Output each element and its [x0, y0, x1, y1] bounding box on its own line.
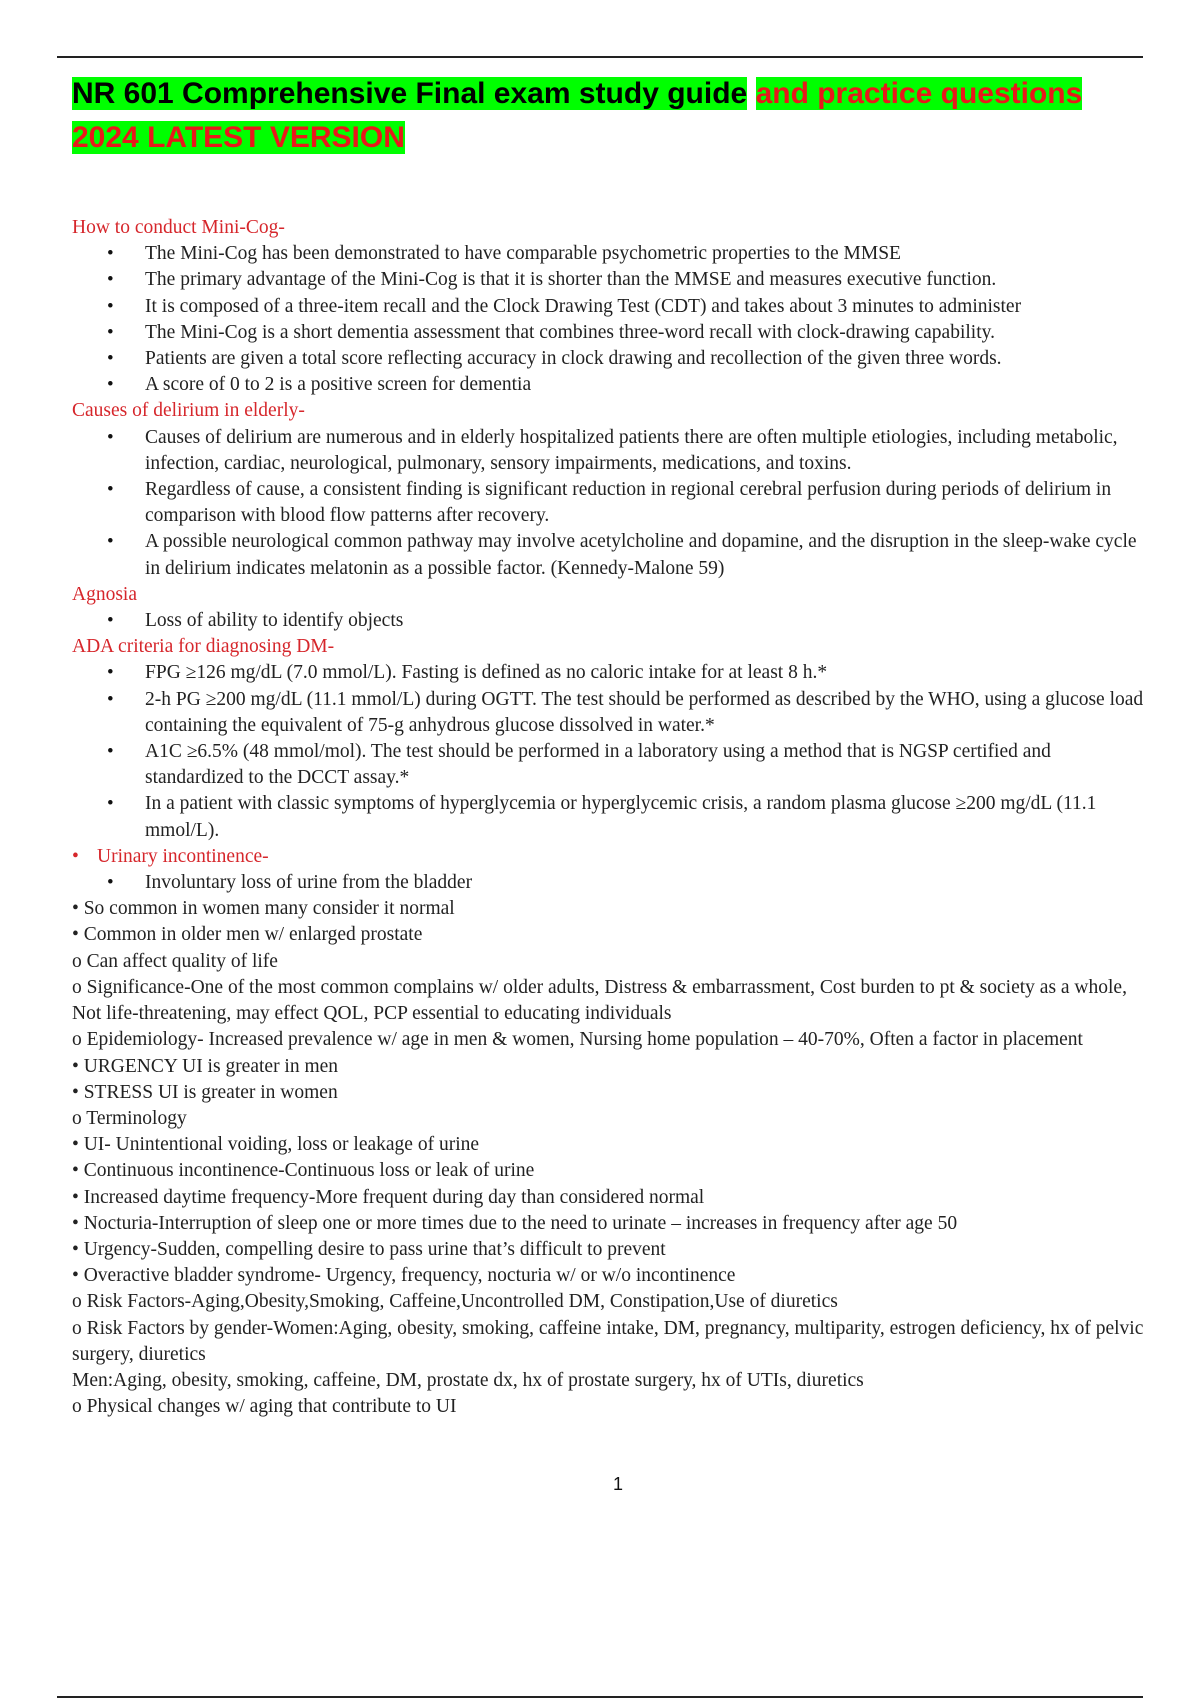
text-line: o Physical changes w/ aging that contribute to UI [72, 1396, 457, 1418]
list-item: • A1C ≥6.5% (48 mmol/mol). The test should be performed in a laboratory using a method that is NGSP certified and standardized to the DCCT assay.* [72, 739, 1152, 791]
document-body [72, 215, 1152, 1420]
minicog-heading: How to conduct Mini-Cog- [72, 217, 285, 238]
list-item: • 2-h PG ≥200 mg/dL (11.1 mmol/L) during OGTT. The test should be performed as described by the WHO, using a glucose load containing the equivalent of 75-g anhydrous glucose dissolved in water.* [72, 687, 1152, 739]
list-item: • Causes of delirium are numerous and in elderly hospitalized patients there are often multiple etiologies, including metabolic, infection, cardiac, neurological, pulmonary, sensory impairments, medications, and toxins. [72, 425, 1152, 477]
list-item: • Loss of ability to identify objects [72, 608, 1152, 634]
list-item: • FPG ≥126 mg/dL (7.0 mmol/L). Fasting is defined as no caloric intake for at least 8 h.* [72, 660, 1152, 686]
text-line: o Risk Factors-Aging,Obesity,Smoking, Caffeine,Uncontrolled DM, Constipation,Use of diuretics [72, 1291, 838, 1313]
text-line: • Common in older men w/ enlarged prostate [72, 924, 423, 946]
minicog-list [72, 241, 1152, 398]
list-item: • In a patient with classic symptoms of hyperglycemia or hyperglycemic crisis, a random plasma glucose ≥200 mg/dL (11.1 mmol/L). [72, 791, 1152, 843]
text-line: o Epidemiology- Increased prevalence w/ age in men & women, Nursing home population – 40-70%, Often a factor in placement [72, 1029, 1083, 1051]
text-line: • UI- Unintentional voiding, loss or leakage of urine [72, 1134, 480, 1156]
text-line: • Urgency-Sudden, compelling desire to pass urine that’s difficult to prevent [72, 1238, 666, 1260]
title-part-2: and practice questions 2024 LATEST VERSION [72, 77, 1083, 154]
list-item: • A score of 0 to 2 is a positive screen for dementia [72, 372, 1152, 398]
urinary-list [72, 870, 1152, 896]
text-line: • Nocturia-Interruption of sleep one or more times due to the need to urinate – increases in frequency after age 50 [72, 1212, 958, 1234]
document-title [72, 72, 1142, 160]
text-line: • URGENCY UI is greater in men [72, 1055, 339, 1077]
list-item: • Involuntary loss of urine from the bladder [72, 870, 1152, 896]
text-line: • Continuous incontinence-Continuous loss or leak of urine [72, 1160, 535, 1182]
text-line: o Can affect quality of life [72, 950, 278, 972]
list-item: • The Mini-Cog has been demonstrated to have comparable psychometric properties to the MMSE [72, 241, 1152, 267]
ada-heading: ADA criteria for diagnosing DM- [72, 636, 335, 658]
title-part-1: NR 601 Comprehensive Final exam study guide [72, 77, 748, 110]
text-line: o Terminology [72, 1107, 187, 1129]
list-item: • The primary advantage of the Mini-Cog is that it is shorter than the MMSE and measures executive function. [72, 267, 1152, 293]
text-line: o Risk Factors by gender-Women:Aging, obesity, smoking, caffeine intake, DM, pregnancy, multiparity, estrogen deficiency, hx of pelvic surgery, diuretics [72, 1317, 1144, 1365]
agnosia-heading: Agnosia [72, 583, 137, 605]
text-line: • So common in women many consider it normal [72, 898, 455, 920]
delirium-list [72, 425, 1152, 582]
list-item: • The Mini-Cog is a short dementia assessment that combines three-word recall with clock-drawing capability. [72, 320, 1152, 346]
list-item: • Patients are given a total score reflecting accuracy in clock drawing and recollection of the given three words. [72, 346, 1152, 372]
list-item: • It is composed of a three-item recall and the Clock Drawing Test (CDT) and takes about 3 minutes to administer [72, 294, 1152, 320]
text-line: • STRESS UI is greater in women [72, 1081, 338, 1103]
page-number: 1 [612, 1474, 623, 1494]
text-line: o Significance-One of the most common complains w/ older adults, Distress & embarrassment, Cost burden to pt & society as a whole, Not life-threatening, may effect QOL, PCP essential to educating individuals [72, 976, 1127, 1025]
list-item: • A possible neurological common pathway may involve acetylcholine and dopamine, and the disruption in the sleep-wake cycle in delirium indicates melatonin as a possible factor. (Kennedy-Malone 59) [72, 529, 1152, 581]
ada-list [72, 660, 1152, 843]
top-rule [57, 56, 1143, 58]
agnosia-list [72, 608, 1152, 634]
text-line: • Increased daytime frequency-More frequent during day than considered normal [72, 1186, 705, 1208]
list-item: • Regardless of cause, a consistent finding is significant reduction in regional cerebral perfusion during periods of delirium in comparison with blood flow patterns after recovery. [72, 477, 1152, 529]
bottom-rule [57, 1696, 1143, 1698]
delirium-heading: Causes of delirium in elderly- [72, 400, 305, 422]
text-line: • Overactive bladder syndrome- Urgency, frequency, nocturia w/ or w/o incontinence [72, 1265, 736, 1287]
urinary-heading: • Urinary incontinence- [72, 844, 1152, 870]
text-line: Men:Aging, obesity, smoking, caffeine, DM, prostate dx, hx of prostate surgery, hx of UTIs, diuretics [72, 1369, 864, 1391]
